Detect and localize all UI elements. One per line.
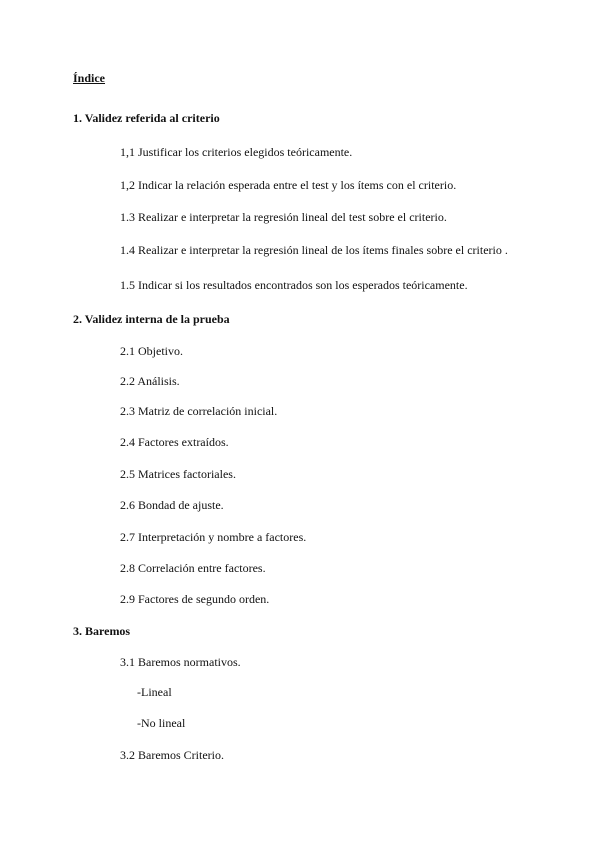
list-item-1-3: 1.3 Realizar e interpretar la regresión lineal del test sobre el criterio. [120,210,447,224]
list-item-2-5: 2.5 Matrices factoriales. [120,467,236,481]
list-item-1-4: 1.4 Realizar e interpretar la regresión lineal de los ítems finales sobre el criterio . [120,243,508,257]
list-item-3-2: 3.2 Baremos Criterio. [120,748,224,762]
list-item-2-2: 2.2 Análisis. [120,374,180,388]
sub-list-item-lineal: -Lineal [137,685,172,699]
section-heading-2: 2. Validez interna de la prueba [73,312,230,326]
list-item-2-8: 2.8 Correlación entre factores. [120,561,266,575]
list-item-2-9: 2.9 Factores de segundo orden. [120,592,270,606]
list-item-2-6: 2.6 Bondad de ajuste. [120,498,224,512]
sub-list-item-no-lineal: -No lineal [137,716,186,730]
section-heading-3: 3. Baremos [73,624,131,638]
list-item-1-2: 1,2 Indicar la relación esperada entre el test y los ítems con el criterio. [120,178,457,192]
list-item-1-5: 1.5 Indicar si los resultados encontrados son los esperados teóricamente. [120,278,468,292]
list-item-2-7: 2.7 Interpretación y nombre a factores. [120,530,307,544]
list-item-2-1: 2.1 Objetivo. [120,344,183,358]
list-item-2-3: 2.3 Matriz de correlación inicial. [120,404,278,418]
list-item-3-1: 3.1 Baremos normativos. [120,655,241,669]
section-heading-1: 1. Validez referida al criterio [73,111,220,125]
page-title: Índice [73,71,106,85]
list-item-1-1: 1,1 Justificar los criterios elegidos teóricamente. [120,145,353,159]
list-item-2-4: 2.4 Factores extraídos. [120,435,229,449]
